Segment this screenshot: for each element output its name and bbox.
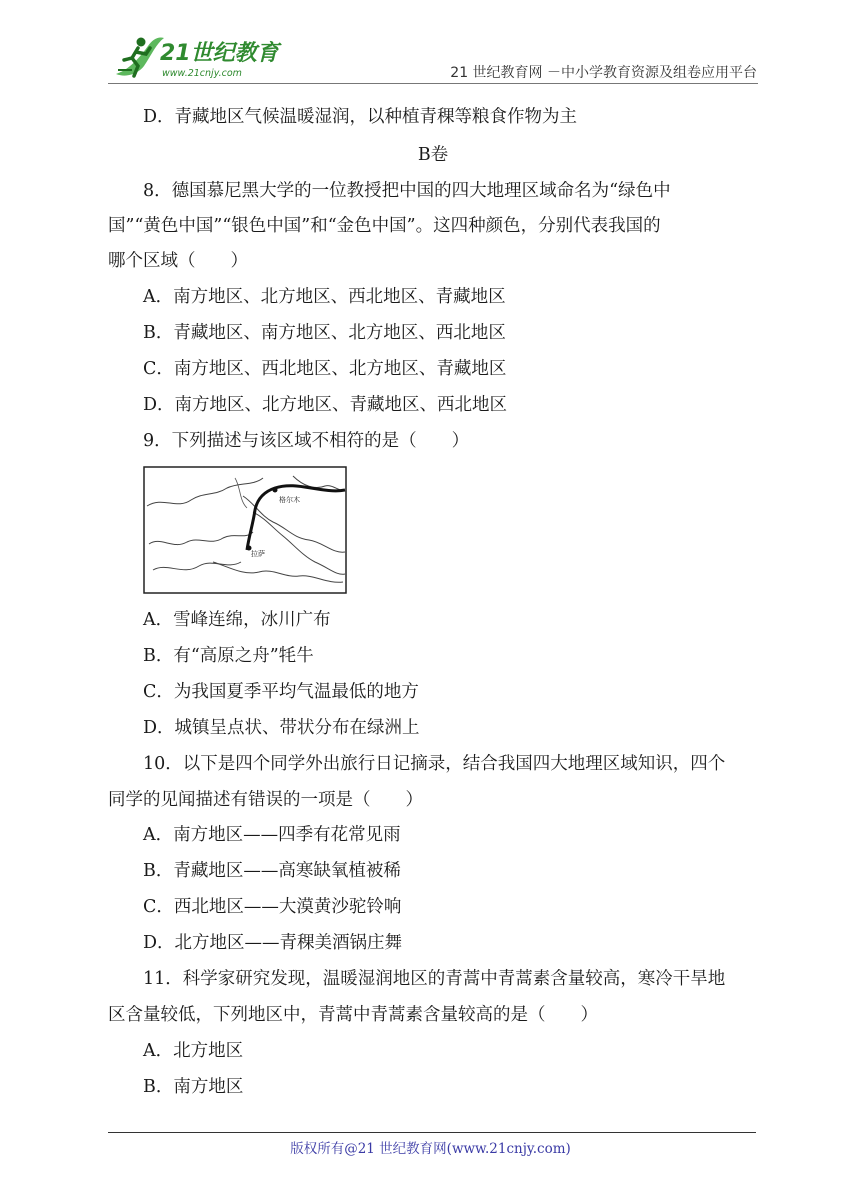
option-line: B．青藏地区、南方地区、北方地区、西北地区 — [143, 323, 506, 343]
option-line: C．西北地区——大漠黄沙驼铃响 — [143, 897, 402, 917]
option-line: B．青藏地区——高寒缺氧植被稀 — [143, 861, 401, 881]
question-line: 10．以下是四个同学外出旅行日记摘录，结合我国四大地理区域知识，四个 — [143, 754, 726, 774]
option-line: D．青藏地区气候温暖湿润，以种植青稞等粮食作物为主 — [143, 107, 578, 127]
option-line: B．南方地区 — [143, 1077, 244, 1097]
option-line: D．南方地区、北方地区、青藏地区、西北地区 — [143, 395, 508, 415]
question-line: 8．德国慕尼黑大学的一位教授把中国的四大地理区域命名为“绿色中 — [143, 181, 671, 201]
option-line: B．有“高原之舟”牦牛 — [143, 646, 314, 666]
footer-divider — [108, 1132, 756, 1133]
region-map — [143, 466, 347, 594]
question-line: 区含量较低，下列地区中，青蒿中青蒿素含量较高的是（ ） — [108, 1005, 598, 1025]
option-line: C．为我国夏季平均气温最低的地方 — [143, 682, 419, 702]
runner-icon — [108, 30, 288, 88]
map-label-golmud: 格尔木 — [279, 496, 300, 504]
option-line: C．南方地区、西北地区、北方地区、青藏地区 — [143, 359, 507, 379]
header-site-text: 21 世纪教育网 －中小学教育资源及组卷应用平台 — [450, 65, 757, 81]
logo-url: www.21cnjy.com — [162, 68, 242, 79]
option-line: D．城镇呈点状、带状分布在绿洲上 — [143, 718, 420, 738]
question-line: 国”“黄色中国”“银色中国”和“金色中国”。这四种颜色，分别代表我国的 — [108, 216, 661, 236]
question-line: 同学的见闻描述有错误的一项是（ ） — [108, 790, 423, 810]
logo-text: 21世纪教育 — [160, 41, 279, 66]
header-divider — [108, 83, 758, 84]
map-label-lhasa: 拉萨 — [251, 550, 265, 558]
option-line: D．北方地区——青稞美酒锅庄舞 — [143, 933, 403, 953]
footer-copyright-link[interactable]: 版权所有@21 世纪教育网(www.21cnjy.com) — [290, 1141, 571, 1157]
section-title: B卷 — [417, 145, 449, 165]
option-line: A．北方地区 — [143, 1041, 244, 1061]
option-line: A．南方地区——四季有花常见雨 — [143, 825, 401, 845]
question-line: 11．科学家研究发现，温暖湿润地区的青蒿中青蒿素含量较高，寒冷干旱地 — [143, 969, 726, 989]
option-line: A．南方地区、北方地区、西北地区、青藏地区 — [143, 287, 506, 307]
option-line: A．雪峰连绵，冰川广布 — [143, 610, 331, 630]
site-logo[interactable] — [108, 30, 288, 88]
question-line: 哪个区域（ ） — [108, 251, 248, 271]
question-line: 9．下列描述与该区域不相符的是（ ） — [143, 431, 470, 451]
